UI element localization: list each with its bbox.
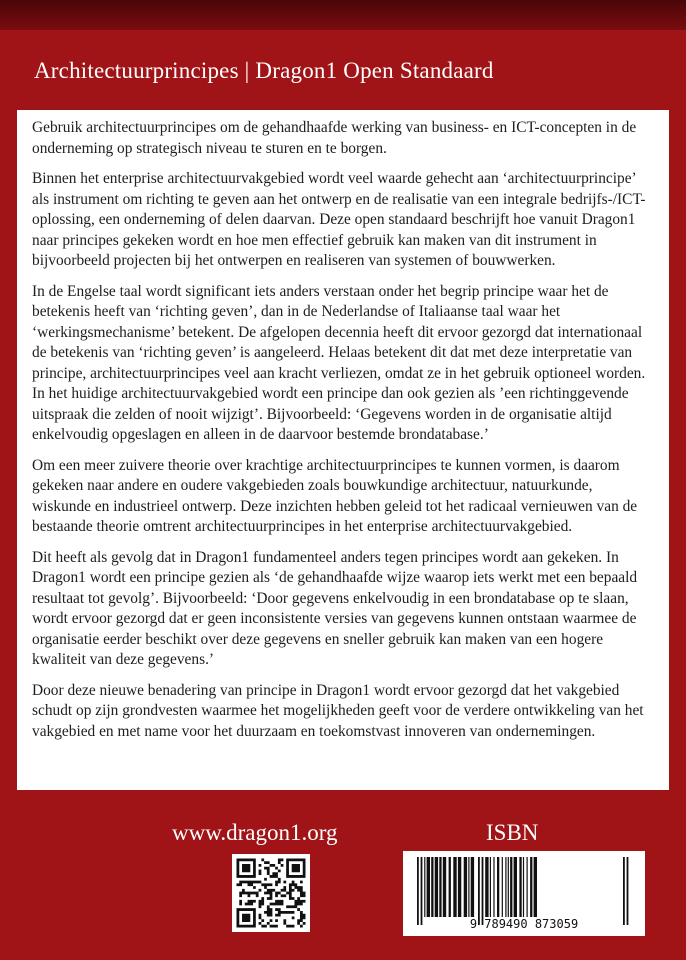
paragraph-4: Om een meer zuivere theorie over krachtige architectuurprincipes te kunnen vormen, is daarom gekeken naar andere en oudere vakgebieden zoals bouwkundige architectuur, natuurkunde, wiskunde en industrieel ontwerp. Deze inzichten hebben geleid tot het radicaal vernieuwen van de bestaande theorie omtrent architectuurprincipes in het enterprise architectuurvakgebied.: [32, 456, 638, 535]
paragraph-3: In de Engelse taal wordt significant iets anders verstaan onder het begrip principe waar het de betekenis heeft van ‘richting geven’, dan in de Nederlandse of Italiaanse taal waar het ‘werkingsmechanisme’ betekent. De afgelopen decennia heeft dit ervoor gezorgd dat internationaal de betekenis van ‘richting geven’ is aangeleerd. Helaas betekent dit dat met deze interpretatie van principe, architectuurprincipes veel aan kracht verliezen, omdat ze in het gebruik optioneel worden. In het huidige architectuurvakgebied wordt een principe dan ook gezien als ’een richtinggevende uitspraak die zelden of nooit wijzigt’. Bijvoorbeeld: ‘Gegevens worden in de organisatie altijd enkelvoudig opgeslagen en alleen in de daarvoor bestemde brondatabase.’: [32, 282, 646, 443]
barcode-number: 9 789490 873059: [469, 917, 579, 931]
paragraph-5: Dit heeft als gevolg dat in Dragon1 fundamenteel anders tegen principes wordt aan gekeken. In Dragon1 wordt een principe gezien als ‘de gehandhaafde wijze waarop iets werkt met een bepaald resultaat tot gevolg’. Bijvoorbeeld: ‘Door gegevens enkelvoudig in een brondatabase op te slaan, wordt ervoor gezorgd dat er geen inconsistente versies van gegevens kunnen ontstaan waarmee de organisatie eerder beschikt over deze gegevens en sneller gebruik kan maken van een hogere kwaliteit van deze gegevens.’: [32, 548, 638, 668]
barcode-bars: [417, 857, 628, 925]
isbn-label: ISBN: [486, 820, 539, 845]
qr-code-icon: [232, 854, 310, 932]
cover-title: Architectuurprincipes | Dragon1 Open Standaard: [34, 58, 494, 83]
top-band: [0, 0, 686, 30]
paragraph-2: Binnen het enterprise architectuurvakgebied wordt veel waarde gehecht aan ‘architectuurprincipe’ als instrument om richting te geven aan het ontwerp en de realisatie van een integrale bedrijfs-/ICT-oplossing, een onderneming of delen daarvan. Deze open standaard beschrijft hoe vanuit Dragon1 naar principes gekeken wordt en hoe men effectief gebruik kan maken van dit instrument in bijvoorbeeld projecten bij het ontwerpen en realiseren van systemen of bouwwerken.: [32, 170, 646, 269]
paragraph-1: Gebruik architectuurprincipes om de gehandhaafde werking van business- en ICT-concepten in de onderneming op strategisch niveau te sturen en te borgen.: [32, 119, 637, 157]
qr-code-graphic: [232, 854, 310, 932]
isbn-barcode: [403, 851, 645, 936]
description-panel: [17, 110, 669, 790]
paragraph-6: Door deze nieuwe benadering van principe in Dragon1 wordt ervoor gezorgd dat het vakgebied schudt op zijn grondvesten waarmee het mogelijkheden geeft voor de verdere ontwikkeling van het vakgebied en met name voor het duurzaam en toekomstvast innoveren van ondernemingen.: [32, 681, 644, 740]
qr-modules: [237, 859, 306, 928]
website-url: www.dragon1.org: [172, 820, 338, 845]
